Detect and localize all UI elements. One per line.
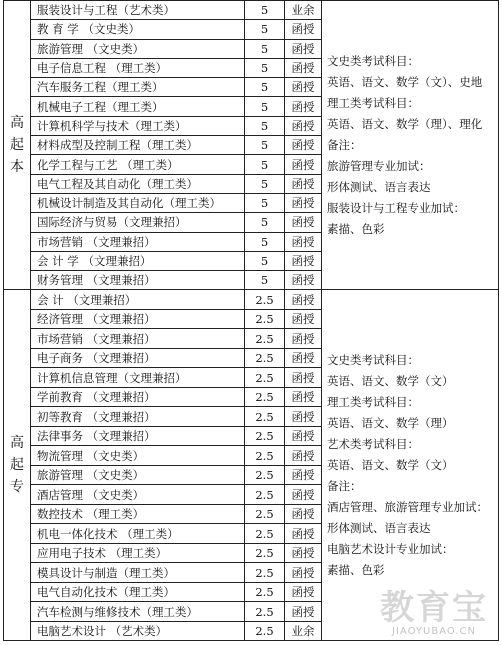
study-mode-cell: 函授 (285, 368, 322, 388)
major-name-cell: 模具设计与制造（理工类） (31, 563, 245, 583)
category-char: 高 (10, 435, 24, 452)
study-mode-cell: 函授 (285, 116, 322, 135)
category-char: 高 (10, 115, 24, 132)
study-years-cell: 2.5 (245, 348, 285, 368)
study-years-cell: 2.5 (245, 621, 285, 641)
study-mode-cell: 函授 (285, 271, 322, 290)
study-years-cell: 5 (245, 232, 285, 251)
table-row (4, 1, 499, 20)
study-years-cell: 5 (245, 193, 285, 212)
study-years-cell: 2.5 (245, 485, 285, 505)
study-mode-cell: 函授 (285, 407, 322, 427)
study-mode-cell: 函授 (285, 78, 322, 97)
study-years-cell: 5 (245, 20, 285, 39)
major-name-cell: 学前教育 （文理兼招） (31, 387, 245, 407)
study-years-cell: 2.5 (245, 387, 285, 407)
study-years-cell: 5 (245, 155, 285, 174)
major-name-cell: 化学工程与工艺 （理工类） (31, 155, 245, 174)
study-years-cell: 5 (245, 1, 285, 20)
section-category (4, 290, 31, 641)
study-mode-cell: 函授 (285, 329, 322, 349)
major-name-cell: 电气工程及其自动化（理工类） (31, 174, 245, 193)
major-name-cell: 机械设计制造及其自动化（理工类） (31, 193, 245, 212)
note-line: 素描、色彩 (327, 562, 385, 577)
note-line: 素描、色彩 (327, 221, 385, 236)
table-row (4, 290, 499, 310)
major-name-cell: 电气自动化技术（理工类） (31, 582, 245, 602)
study-years-cell: 5 (245, 78, 285, 97)
study-mode-cell: 函授 (285, 524, 322, 544)
study-years-cell: 2.5 (245, 407, 285, 427)
note-line: 文史类考试科目： (327, 53, 419, 68)
note-line: 理工类考试科目： (327, 394, 419, 409)
study-years-cell: 2.5 (245, 602, 285, 622)
study-mode-cell: 函授 (285, 193, 322, 212)
study-mode-cell: 函授 (285, 58, 322, 77)
study-mode-cell: 函授 (285, 174, 322, 193)
note-line: 电脑艺术设计专业加试： (327, 541, 454, 556)
study-years-cell: 2.5 (245, 368, 285, 388)
major-name-cell: 旅游管理 （文史类） (31, 465, 245, 485)
study-mode-cell: 函授 (285, 213, 322, 232)
study-mode-cell: 业余 (285, 621, 322, 641)
watermark-logo-text: 教育宝 (380, 588, 488, 628)
study-years-cell: 5 (245, 39, 285, 58)
study-mode-cell: 函授 (285, 155, 322, 174)
study-mode-cell: 函授 (285, 348, 322, 368)
study-years-cell: 2.5 (245, 582, 285, 602)
note-line: 旅游管理专业加试： (327, 158, 431, 173)
major-name-cell: 会 计 学 （文理兼招） (31, 251, 245, 270)
study-years-cell: 5 (245, 58, 285, 77)
study-years-cell: 5 (245, 136, 285, 155)
study-years-cell: 5 (245, 271, 285, 290)
major-name-cell: 服装设计与工程（艺术类） (31, 1, 245, 20)
study-mode-cell: 函授 (285, 136, 322, 155)
major-name-cell: 材料成型及控制工程（理工类） (31, 136, 245, 155)
major-name-cell: 计算机信息管理（文理兼招） (31, 368, 245, 388)
study-years-cell: 2.5 (245, 329, 285, 349)
section-category (4, 1, 31, 290)
study-mode-cell: 函授 (285, 504, 322, 524)
major-name-cell: 法律事务 （文理兼招） (31, 426, 245, 446)
note-line: 英语、语文、数学（文） (327, 457, 454, 472)
enrollment-table (3, 0, 499, 641)
study-years-cell: 2.5 (245, 543, 285, 563)
major-name-cell: 经济管理 （文理兼招） (31, 309, 245, 329)
major-name-cell: 电子商务 （文理兼招） (31, 348, 245, 368)
study-mode-cell: 业余 (285, 1, 322, 20)
study-mode-cell: 函授 (285, 232, 322, 251)
study-mode-cell: 函授 (285, 582, 322, 602)
study-years-cell: 2.5 (245, 290, 285, 310)
note-line: 英语、语文、数学（理）、理化 (327, 116, 483, 131)
note-line: 形体测试、语言表达 (327, 179, 431, 194)
major-name-cell: 教 育 学 （文史类） (31, 20, 245, 39)
study-years-cell: 5 (245, 97, 285, 116)
study-years-cell: 2.5 (245, 426, 285, 446)
major-name-cell: 电子信息工程 （理工类） (31, 58, 245, 77)
note-line: 英语、语文、数学（文）、史地 (327, 74, 483, 89)
section-notes (322, 290, 499, 641)
major-name-cell: 应用电子技术 （理工类） (31, 543, 245, 563)
study-years-cell: 2.5 (245, 309, 285, 329)
major-name-cell: 数控技术 （理工类） (31, 504, 245, 524)
study-mode-cell: 函授 (285, 290, 322, 310)
note-line: 文史类考试科目： (327, 352, 419, 367)
note-line: 英语、语文、数学（文） (327, 373, 454, 388)
watermark-url: JIAOYUBAO.CN (392, 626, 476, 637)
note-line: 理工类考试科目： (327, 95, 419, 110)
study-years-cell: 5 (245, 116, 285, 135)
study-mode-cell: 函授 (285, 97, 322, 116)
study-mode-cell: 函授 (285, 446, 322, 466)
note-line: 服装设计与工程专业加试： (327, 200, 465, 215)
major-name-cell: 酒店管理 （文史类） (31, 485, 245, 505)
study-years-cell: 2.5 (245, 504, 285, 524)
study-years-cell: 2.5 (245, 465, 285, 485)
study-mode-cell: 函授 (285, 251, 322, 270)
major-name-cell: 市场营销 （文理兼招） (31, 232, 245, 251)
study-mode-cell: 函授 (285, 465, 322, 485)
study-mode-cell: 函授 (285, 563, 322, 583)
study-mode-cell: 函授 (285, 39, 322, 58)
note-line: 艺术类考试科目： (327, 436, 419, 451)
note-line: 英语、语文、数学（理） (327, 415, 454, 430)
major-name-cell: 电脑艺术设计 （艺术类） (31, 621, 245, 641)
major-name-cell: 汽车服务工程（理工类） (31, 78, 245, 97)
study-years-cell: 2.5 (245, 446, 285, 466)
note-line: 形体测试、语言表达 (327, 520, 431, 535)
major-name-cell: 国际经济与贸易（文理兼招） (31, 213, 245, 232)
major-name-cell: 机电一体化技术 （理工类） (31, 524, 245, 544)
major-name-cell: 汽车检测与维修技术（理工类） (31, 602, 245, 622)
category-char: 起 (10, 457, 24, 474)
major-name-cell: 机械电子工程（理工类） (31, 97, 245, 116)
study-mode-cell: 函授 (285, 309, 322, 329)
study-years-cell: 5 (245, 251, 285, 270)
section-notes (322, 1, 499, 290)
study-mode-cell: 函授 (285, 20, 322, 39)
major-name-cell: 计算机科学与技术（理工类） (31, 116, 245, 135)
study-years-cell: 2.5 (245, 524, 285, 544)
note-line: 备注： (327, 137, 362, 152)
major-name-cell: 财务管理 （文理兼招） (31, 271, 245, 290)
note-line: 酒店管理、旅游管理专业加试： (327, 499, 488, 514)
study-years-cell: 2.5 (245, 563, 285, 583)
major-name-cell: 物流管理 （文史类） (31, 446, 245, 466)
study-years-cell: 5 (245, 174, 285, 193)
major-name-cell: 会 计 （文理兼招） (31, 290, 245, 310)
study-years-cell: 5 (245, 213, 285, 232)
major-name-cell: 旅游管理 （文史类） (31, 39, 245, 58)
category-char: 本 (10, 159, 24, 176)
category-char: 起 (10, 137, 24, 154)
note-line: 备注： (327, 478, 362, 493)
study-mode-cell: 函授 (285, 426, 322, 446)
study-mode-cell: 函授 (285, 485, 322, 505)
study-mode-cell: 函授 (285, 543, 322, 563)
enrollment-table-body (4, 1, 499, 641)
study-mode-cell: 函授 (285, 602, 322, 622)
major-name-cell: 初等教育 （文理兼招） (31, 407, 245, 427)
category-char: 专 (10, 479, 24, 496)
major-name-cell: 市场营销 （文理兼招） (31, 329, 245, 349)
study-mode-cell: 函授 (285, 387, 322, 407)
